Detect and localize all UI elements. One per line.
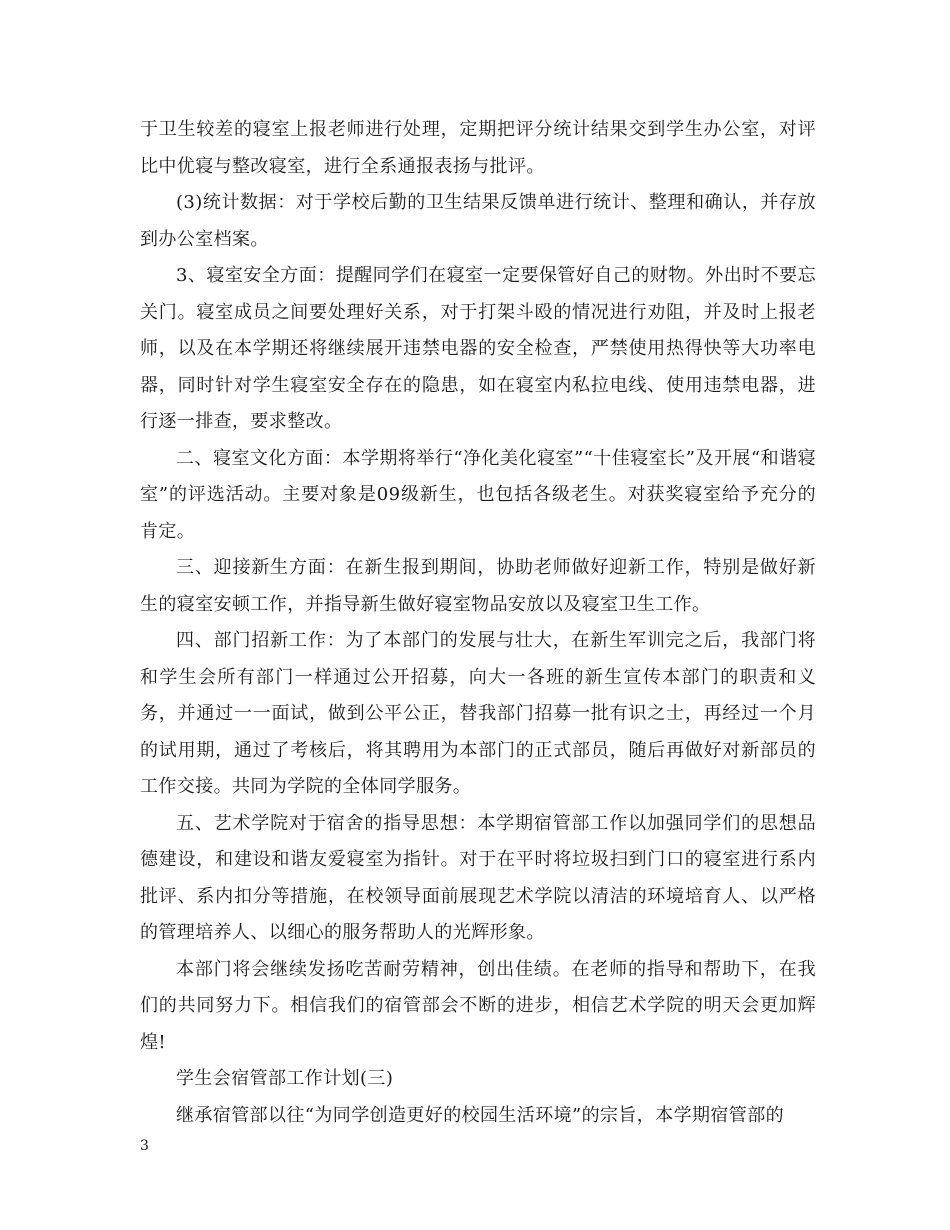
paragraph-8: 本部门将会继续发扬吃苦耐劳精神，创出佳绩。在老师的指导和帮助下，在我们的共同努力下。相信我们的宿管部会不断的进步，相信艺术学院的明天会更加辉煌!: [140, 958, 816, 1053]
document-body: [140, 112, 816, 1134]
paragraph-1: 于卫生较差的寝室上报老师进行处理，定期把评分统计结果交到学生办公室，对评比中优寝与整改寝室，进行全系通报表扬与批评。: [140, 119, 816, 177]
paragraph-5: 三、迎接新生方面：在新生报到期间，协助老师做好迎新工作，特别是做好新生的寝室安顿工作，并指导新生做好寝室物品安放以及寝室卫生工作。: [140, 557, 816, 615]
paragraph-4: 二、寝室文化方面：本学期将举行“净化美化寝室”“十佳寝室长”及开展“和谐寝室”的评选活动。主要对象是09级新生，也包括各级老生。对获奖寝室给予充分的肯定。: [140, 447, 816, 542]
paragraph-7: 五、艺术学院对于宿舍的指导思想：本学期宿管部工作以加强同学们的思想品德建设，和建设和谐友爱寝室为指针。对于在平时将垃圾扫到门口的寝室进行系内批评、系内扣分等措施，在校领导面前展现艺术学院以清洁的环境培育人、以严格的管理培养人、以细心的服务帮助人的光辉形象。: [140, 812, 816, 943]
paragraph-3: 3、寝室安全方面：提醒同学们在寝室一定要保管好自己的财物。外出时不要忘关门。寝室成员之间要处理好关系，对于打架斗殴的情况进行劝阻，并及时上报老师，以及在本学期还将继续展开违禁电器的安全检查，严禁使用热得快等大功率电器，同时针对学生寝室安全存在的隐患，如在寝室内私拉电线、使用违禁电器，进行逐一排查，要求整改。: [140, 265, 816, 432]
section-heading: 学生会宿管部工作计划(三): [176, 1068, 394, 1089]
page-number: 3: [140, 1138, 149, 1154]
paragraph-6: 四、部门招新工作：为了本部门的发展与壮大，在新生军训完之后，我部门将和学生会所有部门一样通过公开招募，向大一各班的新生宣传本部门的职责和义务，并通过一一面试，做到公平公正，替我部门招募一批有识之士，再经过一个月的试用期，通过了考核后，将其聘用为本部门的正式部员，随后再做好对新部员的工作交接。共同为学院的全体同学服务。: [140, 630, 816, 797]
paragraph-2: (3)统计数据：对于学校后勤的卫生结果反馈单进行统计、整理和确认，并存放到办公室档案。: [140, 192, 816, 250]
paragraph-9: 继承宿管部以往“为同学创造更好的校园生活环境”的宗旨，本学期宿管部的: [176, 1104, 785, 1126]
